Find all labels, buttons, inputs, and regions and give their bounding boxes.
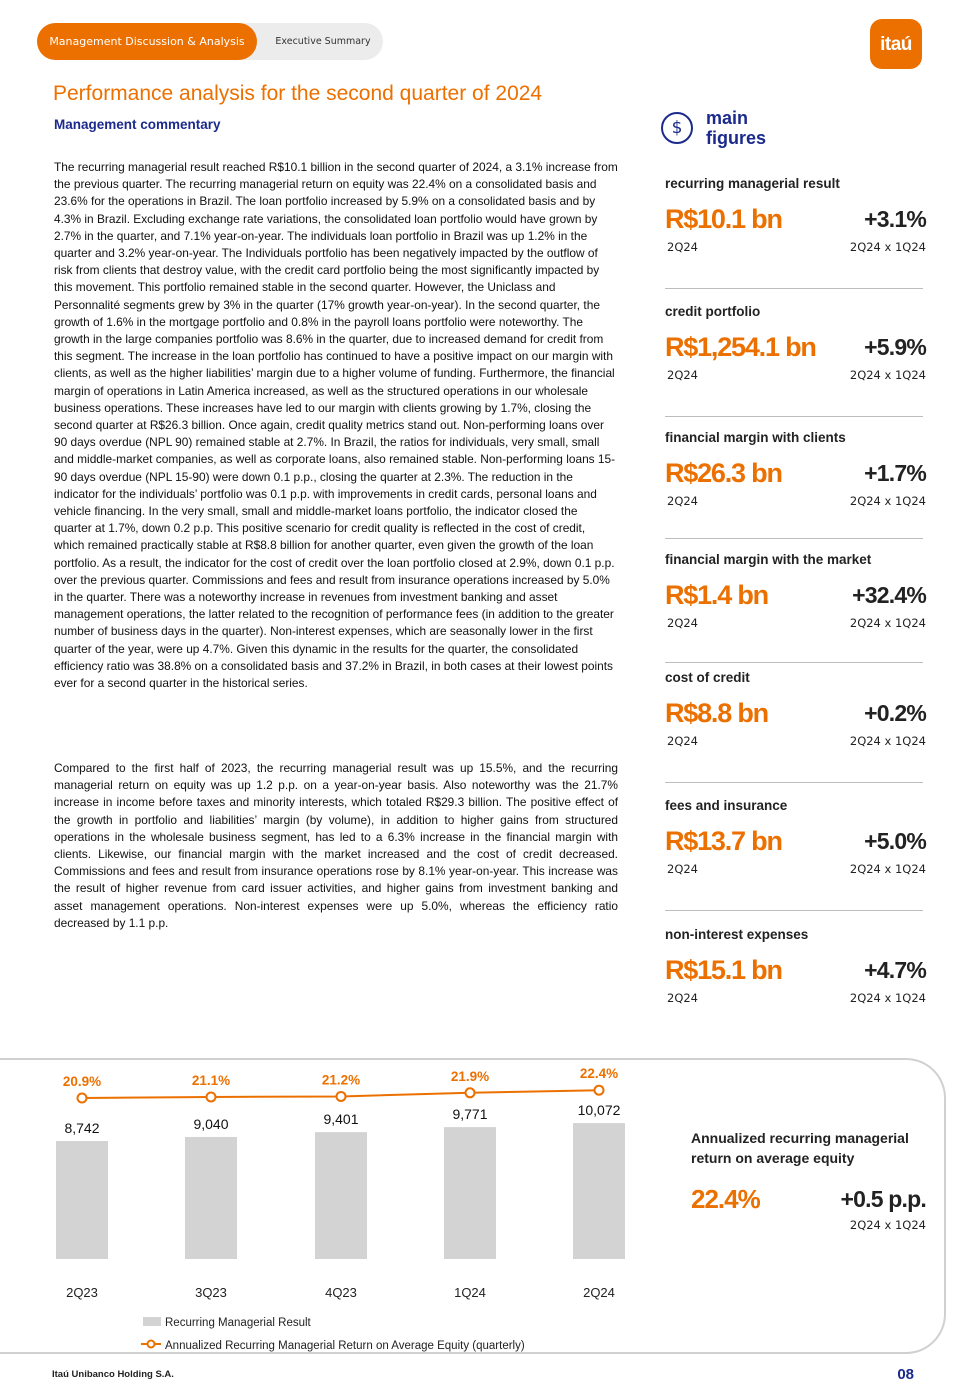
roe-summary-comparison: 2Q24 x 1Q24 (849, 1218, 926, 1232)
metric-label: recurring managerial result (665, 176, 840, 191)
bar (573, 1123, 625, 1259)
bar (185, 1137, 237, 1259)
metric-value: R$13.7 bn (665, 826, 782, 856)
bar-value-label: 9,771 (452, 1106, 488, 1123)
legend-line-label: Annualized Recurring Managerial Return on Average Equity (quarterly) (165, 1340, 525, 1352)
metric-comparison: 2Q24 x 1Q24 (849, 240, 926, 254)
legend-line-marker (148, 1341, 155, 1348)
metric-card (665, 798, 927, 898)
metric-period: 2Q24 (667, 240, 699, 254)
x-tick-label: 2Q24 (583, 1285, 615, 1300)
divider (665, 538, 923, 539)
metric-value: R$8.8 bn (665, 698, 768, 728)
metric-comparison: 2Q24 x 1Q24 (849, 991, 926, 1005)
metric-card (665, 927, 927, 1027)
section-subtitle: Management commentary (54, 117, 221, 132)
roe-point (595, 1086, 604, 1095)
divider (665, 782, 923, 783)
bar-value-label: 9,401 (323, 1111, 359, 1128)
metric-change: +5.9% (864, 334, 926, 360)
bar (315, 1132, 367, 1259)
bar (56, 1141, 108, 1259)
body-paragraph-1: The recurring managerial result reached R$10.1 billion in the second quarter of 2024, a 3.1% increase from the previous quarter. The recurring managerial return on equity was 22.4% on a consolidated basis and 23.6% for the operations in Brazil. The loan portfolio increased by 5.9% on a consolidated basis and by 4.3% in Brazil. Excluding exchange rate variations, the consolidated loan portfolio would have grown by 2.7% in the quarter, and 7.1% year-on-year. The individuals loan portfolio in Brazil was up 1.2% in the quarter and 3.2% year-on-year. The Individuals portfolio has been negatively impacted by the outflow of risk from clients that destroy value, with the credit card portfolio being the most significantly impacted by this movement. This portfolio remained stable in the second quarter. However, the Uniclass and Personnalité segments grew by 3% in the quarter (17% growth year-on-year). In the second quarter, the growth of 1.6% in the mortgage portfolio and 0.8% in the payroll loans portfolio were noteworthy. The growth in the large companies portfolio was 8.6% in the quarter, due to increased demand for credit from this segment. The increase in the loan portfolio has continued to have a positive impact on our margin with clients, as well as the higher liabilities’ margin due to a higher volume of funding. Furthermore, the financial margin of operations in Latin America increased, as well as the structured operations in our wholesale business operations. These increases have led to our margin with clients growing by 1.7%, closing the second quarter at R$26.3 billion. Once again, credit quality metrics stand out. Non-performing loans over 90 days overdue (NPL 90) remained stable at 2.7%. In Brazil, the ratios for individuals, very small, small and middle-market companies, as well as corporate loans, also remained stable. Non-performing loans 15-90 days overdue (NPL 15-90) were down 0.1 p.p., closing the quarter at 2.3%. The reduction in the indicator for the individuals’ portfolio was 0.1 p.p. with improvements in credit cards, personal loans and vehicle financing. In the very small, small and middle-market loans portfolio, the indicator closed the quarter at 1.7%, down 0.2 p.p. This positive scenario for credit quality is reflected in the cost of credit, which remained practically stable at R$8.8 billion for another quarter, even given the growth of the loan portfolio. As a result, the indicator for the cost of credit over the loan portfolio closed at 2.9%, down 0.1 p.p. over the previous quarter. Commissions and fees and result from insurance operations increased by 5.0% in the quarter. There was a noteworthy increase in revenues from investment banking and asset management operations, the latter related to the recognition of performance fees (in addition to the greater number of business days in the quarter). Non-interest expenses, which are seasonally lower in the first quarter of the year, were up 4.7%. Given this dynamic in the results for the quarter, the consolidated efficiency ratio was 38.8% on a consolidated basis and 37.2% in Brazil, in both cases at their lowest points ever for a second quarter in the historical series. (54, 160, 618, 691)
metric-change: +1.7% (864, 460, 926, 486)
metric-period: 2Q24 (667, 862, 699, 876)
metric-label: credit portfolio (665, 304, 761, 319)
roe-point-label: 21.9% (450, 1068, 490, 1084)
metric-comparison: 2Q24 x 1Q24 (849, 368, 926, 382)
metric-card (665, 552, 927, 652)
metric-change: +4.7% (864, 957, 926, 983)
divider (665, 288, 923, 289)
tab-management-discussion[interactable]: Management Discussion & Analysis (37, 23, 257, 60)
divider (665, 416, 923, 417)
footer-company: Itaú Unibanco Holding S.A. (52, 1369, 174, 1380)
metric-period: 2Q24 (667, 991, 699, 1005)
metric-value: R$15.1 bn (665, 955, 782, 985)
metric-comparison: 2Q24 x 1Q24 (849, 616, 926, 630)
metric-value: R$1.4 bn (665, 580, 768, 610)
bar-value-label: 10,072 (577, 1102, 621, 1119)
x-tick-label: 1Q24 (454, 1285, 486, 1300)
section-tabs (37, 23, 383, 60)
metric-comparison: 2Q24 x 1Q24 (849, 734, 926, 748)
bar-value-label: 9,040 (193, 1115, 229, 1132)
legend-bar-swatch (143, 1317, 161, 1326)
metric-period: 2Q24 (667, 368, 699, 382)
metric-change: +3.1% (864, 206, 926, 232)
metric-label: financial margin with the market (665, 552, 872, 567)
legend-bar-label: Recurring Managerial Result (165, 1317, 311, 1329)
x-tick-label: 4Q23 (325, 1285, 357, 1300)
tab-executive-summary[interactable]: Executive Summary (275, 36, 371, 47)
roe-summary-title: Annualized recurring managerial return on average equity (691, 1130, 909, 1166)
metric-change: +32.4% (852, 582, 926, 608)
roe-point-label: 20.9% (62, 1074, 102, 1089)
roe-point (207, 1092, 216, 1101)
roe-point (78, 1094, 87, 1103)
metric-label: financial margin with clients (665, 430, 846, 445)
bar (444, 1127, 496, 1259)
body-paragraph-2: Compared to the first half of 2023, the recurring managerial result was up 15.5%, and the recurring managerial return on equity was up 1.2 p.p. on a year-on-year basis. Also noteworthy was the 21.7% increase in income before taxes and minority interests, which totaled R$29.3 billion. The positive effect of the growth in portfolio and liabilities’ margin (by volume), in addition to higher gains from structured operations in the wholesale business segment, has led to a 6.3% increase in the financial margin with clients. Likewise, our financial margin with the market increased and the cost of credit decreased. Commissions and fees and result from insurance operations rose by 8.1% year-on-year. This increase was the result of higher revenue from card issuer activities, and higher gains from investment banking and asset management operations. Non-interest expenses were up 5.0%, whereas the efficiency ratio decreased by 1.1 p.p. (54, 761, 618, 930)
metric-value: R$10.1 bn (665, 204, 782, 234)
metric-comparison: 2Q24 x 1Q24 (849, 494, 926, 508)
divider (665, 662, 923, 663)
metric-period: 2Q24 (667, 616, 699, 630)
roe-summary-value: 22.4% (691, 1184, 760, 1214)
x-tick-label: 3Q23 (195, 1285, 227, 1300)
metric-change: +5.0% (864, 828, 926, 854)
roe-result-chart (0, 1060, 680, 1360)
metric-label: fees and insurance (665, 798, 788, 813)
bar-value-label: 8,742 (64, 1120, 100, 1136)
main-figures-title: main figures (706, 108, 767, 148)
page-number: 08 (897, 1366, 914, 1383)
metric-card (665, 304, 927, 404)
itau-logo: itaú (870, 19, 922, 69)
metric-label: non-interest expenses (665, 927, 809, 942)
divider (665, 910, 923, 911)
metric-card (665, 176, 927, 276)
dollar-circle-icon: $ (661, 112, 693, 144)
metric-period: 2Q24 (667, 494, 699, 508)
metric-value: R$1,254.1 bn (665, 332, 816, 362)
roe-point-label: 21.1% (191, 1072, 231, 1088)
metric-comparison: 2Q24 x 1Q24 (849, 862, 926, 876)
page-title: Performance analysis for the second quarter of 2024 (53, 82, 543, 105)
roe-point-label: 22.4% (579, 1066, 619, 1082)
roe-point-label: 21.2% (321, 1072, 361, 1088)
metric-value: R$26.3 bn (665, 458, 782, 488)
metric-change: +0.2% (864, 700, 926, 726)
roe-point (337, 1092, 346, 1101)
roe-summary-change: +0.5 p.p. (840, 1186, 926, 1212)
x-tick-label: 2Q23 (66, 1285, 98, 1300)
metric-label: cost of credit (665, 670, 750, 685)
metric-period: 2Q24 (667, 734, 699, 748)
roe-point (466, 1088, 475, 1097)
metric-card (665, 430, 927, 530)
metric-card (665, 670, 927, 770)
